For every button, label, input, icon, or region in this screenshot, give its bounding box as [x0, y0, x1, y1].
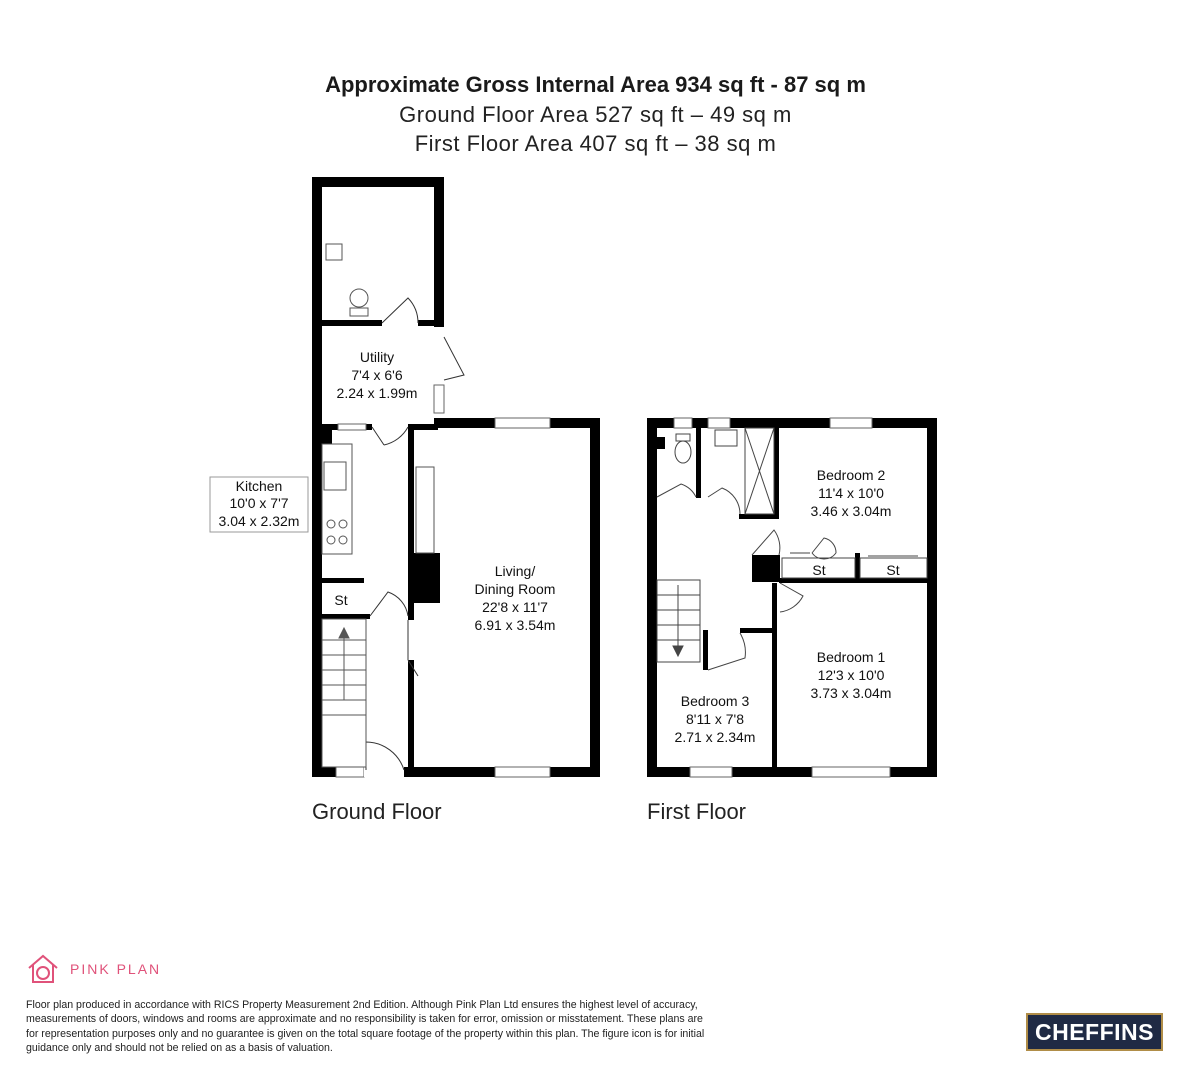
disclaimer-text: Floor plan produced in accordance with RICS Property Measurement 2nd Edition. Although Pink Plan Ltd ensures the highest level of accuracy, measurements of doors, windows and rooms are approximate and no responsibility is taken for error, omission or misstatement. These plans are for representation purposes only and no guarantee is given on the total square footage of the property within this plan. The figure icon is for initial guidance only and should not be relied on as a basis of valuation.: [26, 999, 705, 1054]
bedroom3-metric: 2.71 x 2.34m: [674, 729, 756, 745]
bedroom1-metric: 3.73 x 3.04m: [810, 685, 892, 701]
ground-floor-area: Ground Floor Area 527 sq ft – 49 sq m: [399, 102, 792, 127]
gross-area-title: Approximate Gross Internal Area 934 sq ft - 87 sq m: [325, 72, 866, 97]
first-floor-area: First Floor Area 407 sq ft – 38 sq m: [414, 131, 777, 156]
bedroom2-metric: 3.46 x 3.04m: [810, 503, 892, 519]
kitchen-imperial: 10'0 x 7'7: [229, 495, 289, 511]
bedroom1-imperial: 12'3 x 10'0: [817, 667, 885, 683]
kitchen-metric: 3.04 x 2.32m: [218, 513, 300, 529]
cheffins-logo: CHEFFINS: [1026, 1013, 1163, 1051]
pink-plan-brand: PINK PLAN: [70, 961, 162, 977]
first-store-1-label: St: [812, 562, 826, 578]
utility-metric: 2.24 x 1.99m: [336, 385, 418, 401]
house-logo-icon: [26, 952, 60, 986]
ground-floor-plan: [210, 177, 600, 824]
living-name-2: Dining Room: [474, 581, 556, 597]
living-imperial: 22'8 x 11'7: [482, 599, 548, 615]
bedroom2-imperial: 11'4 x 10'0: [818, 485, 884, 501]
ground-store-label: St: [334, 592, 348, 608]
bedroom3-name: Bedroom 3: [680, 693, 750, 709]
bedroom3-imperial: 8'11 x 7'8: [685, 711, 745, 727]
utility-name: Utility: [359, 349, 395, 365]
ground-floor-walls: [312, 177, 600, 777]
pink-plan-logo: [26, 952, 161, 986]
first-floor-label: First Floor: [647, 799, 746, 824]
utility-imperial: 7'4 x 6'6: [351, 367, 403, 383]
bedroom1-name: Bedroom 1: [816, 649, 886, 665]
first-floor-plan: [647, 418, 937, 824]
ground-floor-label: Ground Floor: [312, 799, 442, 824]
living-name-1: Living/: [494, 563, 536, 579]
living-metric: 6.91 x 3.54m: [474, 617, 556, 633]
bedroom2-name: Bedroom 2: [816, 467, 886, 483]
first-store-2-label: St: [886, 562, 900, 578]
kitchen-name: Kitchen: [235, 478, 283, 494]
